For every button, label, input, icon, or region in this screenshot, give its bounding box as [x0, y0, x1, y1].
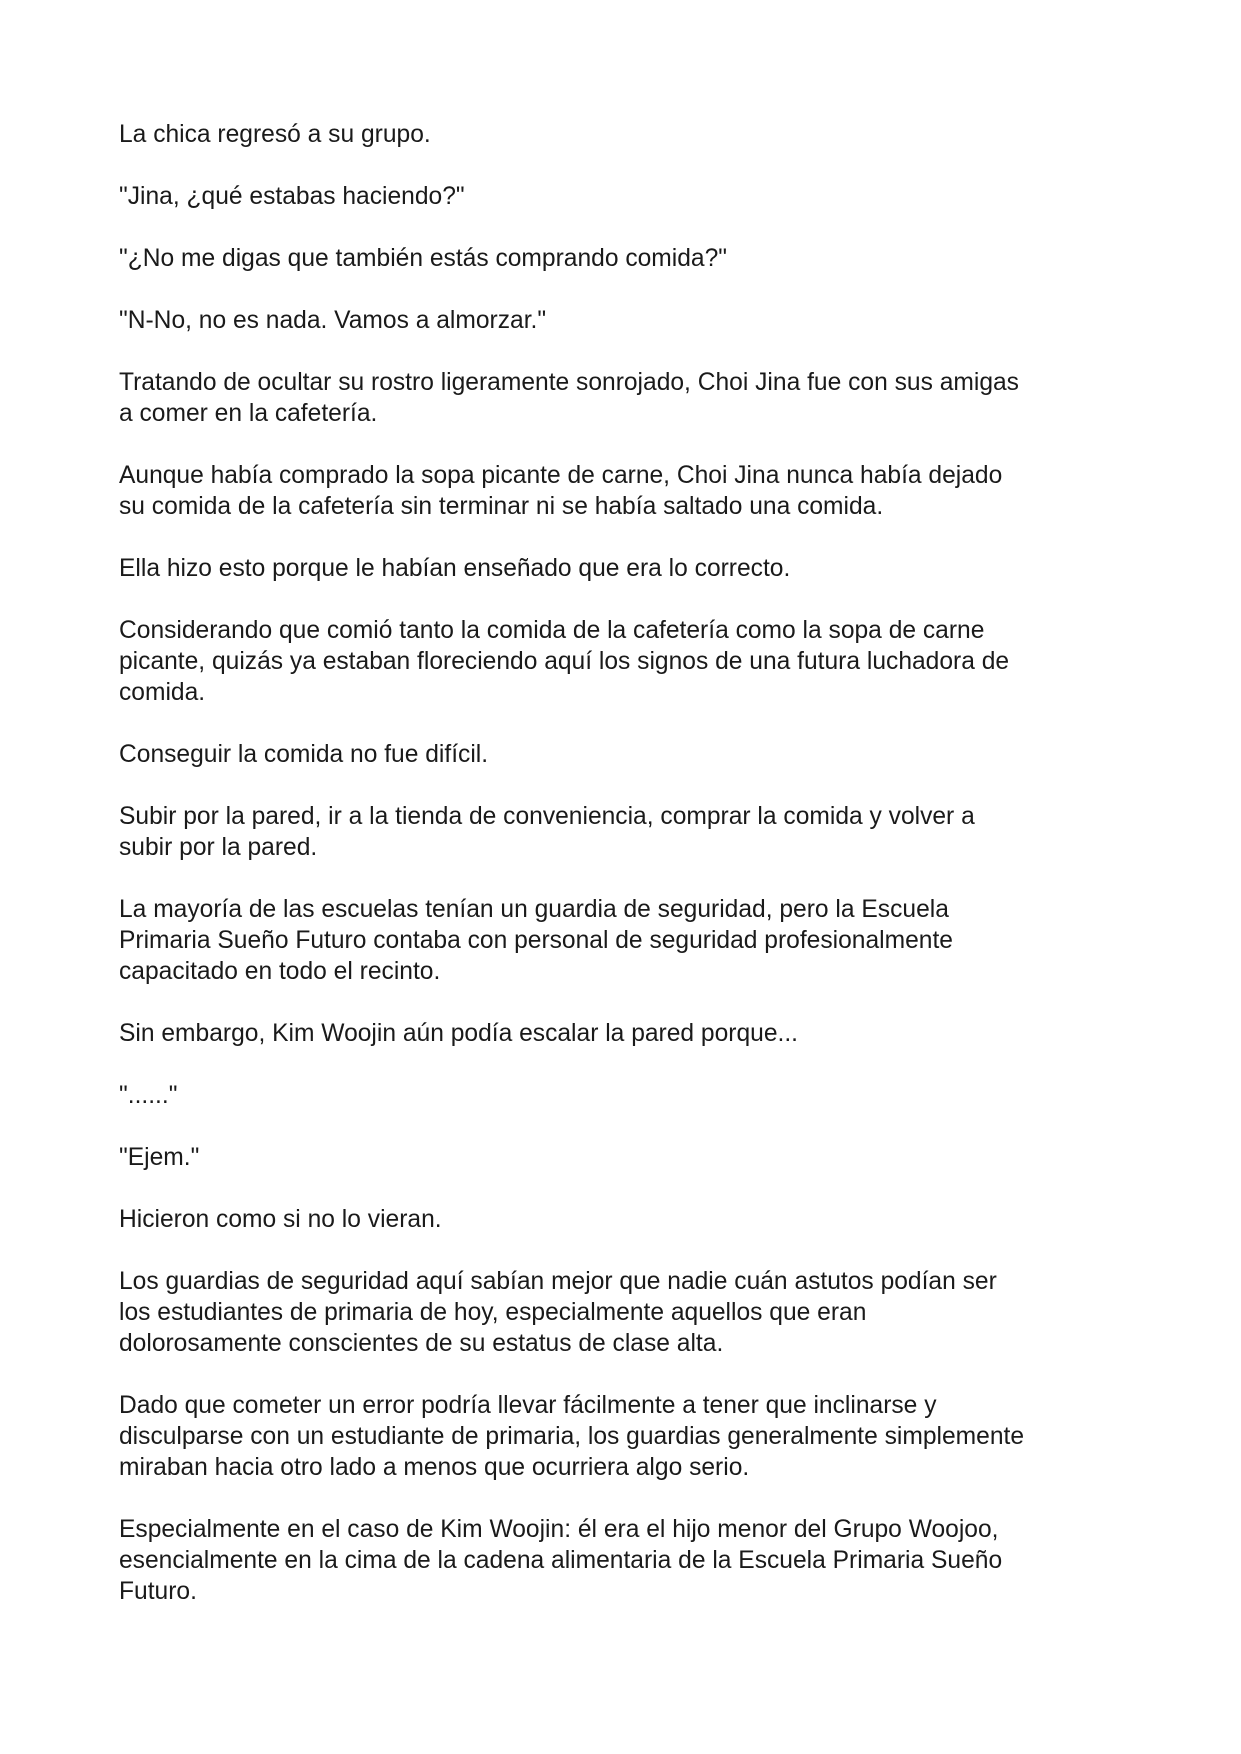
paragraph: Tratando de ocultar su rostro ligeramente sonrojado, Choi Jina fue con sus amigas a comer en la cafetería.: [119, 369, 1019, 427]
paragraph: "Ejem.": [119, 1144, 200, 1171]
paragraph: La mayoría de las escuelas tenían un guardia de seguridad, pero la Escuela Primaria Sueño Futuro contaba con personal de seguridad profesionalmente capacitado en todo el recinto.: [119, 896, 953, 985]
paragraph: "......": [119, 1082, 178, 1109]
paragraph: Conseguir la comida no fue difícil.: [119, 741, 489, 768]
paragraph: La chica regresó a su grupo.: [119, 121, 431, 148]
paragraph: Subir por la pared, ir a la tienda de conveniencia, comprar la comida y volver a subir por la pared.: [119, 803, 975, 861]
paragraph: Especialmente en el caso de Kim Woojin: él era el hijo menor del Grupo Woojoo, esencialmente en la cima de la cadena alimentaria de la Escuela Primaria Sueño Futuro.: [119, 1516, 1003, 1605]
paragraph: Considerando que comió tanto la comida de la cafetería como la sopa de carne picante, quizás ya estaban floreciendo aquí los signos de una futura luchadora de comida.: [119, 617, 1010, 706]
paragraph: Ella hizo esto porque le habían enseñado que era lo correcto.: [119, 555, 791, 582]
paragraph: "Jina, ¿qué estabas haciendo?": [119, 183, 465, 210]
paragraph: Hicieron como si no lo vieran.: [119, 1206, 442, 1233]
paragraph: "¿No me digas que también estás comprando comida?": [119, 245, 728, 272]
paragraph: Sin embargo, Kim Woojin aún podía escalar la pared porque...: [119, 1020, 799, 1047]
paragraph: Dado que cometer un error podría llevar fácilmente a tener que inclinarse y disculparse con un estudiante de primaria, los guardias generalmente simplemente miraban hacia otro lado a menos que ocurriera algo serio.: [119, 1392, 1025, 1481]
paragraph: "N-No, no es nada. Vamos a almorzar.": [119, 307, 547, 334]
paragraph: Aunque había comprado la sopa picante de carne, Choi Jina nunca había dejado su comida de la cafetería sin terminar ni se había saltado una comida.: [119, 462, 1003, 520]
paragraph: Los guardias de seguridad aquí sabían mejor que nadie cuán astutos podían ser los estudiantes de primaria de hoy, especialmente aquellos que eran dolorosamente conscientes de su estatus de clase alta.: [119, 1268, 997, 1357]
